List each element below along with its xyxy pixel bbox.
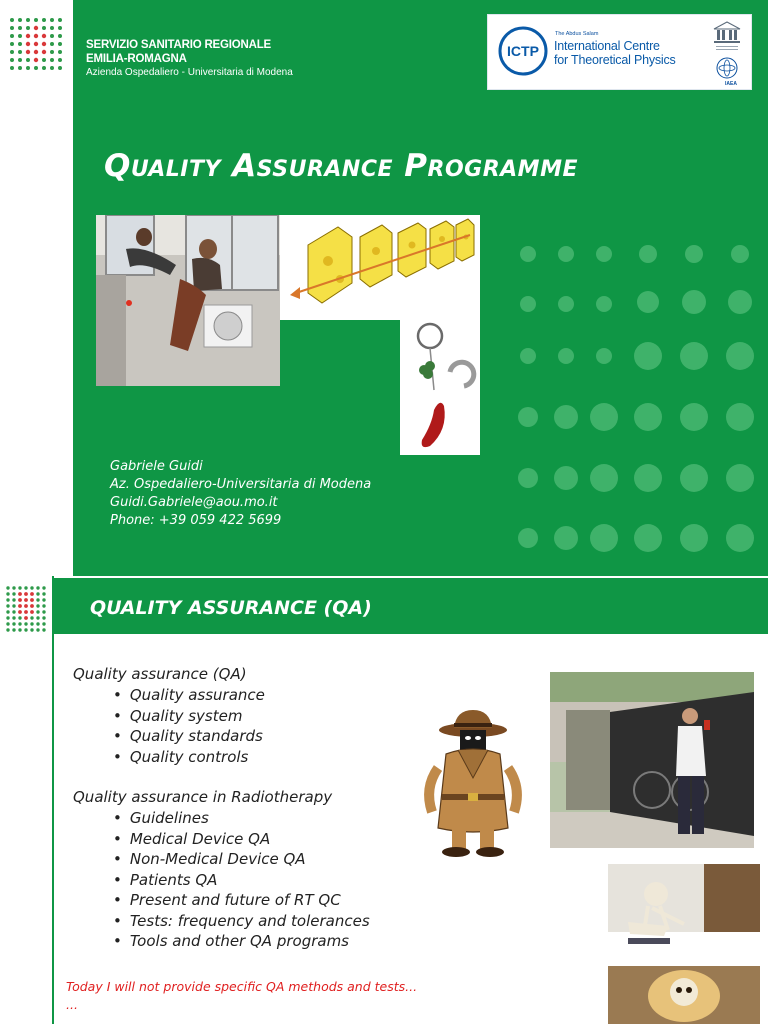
skeleton-fire-image: [608, 966, 760, 1024]
note-text: [66, 978, 417, 1014]
author-affiliation: Az. Ospedaliero-Universitaria di Modena: [110, 477, 372, 492]
ictp-logo: [498, 26, 548, 76]
list-item: • Quality controls: [113, 747, 370, 768]
org-line-2: EMILIA-ROMAGNA: [86, 53, 187, 65]
list-item: • Guidelines: [113, 808, 370, 829]
org-line-3: Azienda Ospedaliero - Universitaria di Modena: [86, 67, 293, 78]
section-heading-qa: Quality assurance (QA): [73, 665, 247, 683]
unesco-logo: [710, 19, 744, 53]
author-block: [110, 458, 371, 530]
author-email[interactable]: Guidi.Gabriele@aou.mo.it: [110, 495, 278, 510]
list-item: • Tools and other QA programs: [113, 931, 370, 952]
ictp-logo-box: [487, 14, 752, 90]
window-rescue-photo: [96, 215, 280, 386]
note-line-1: Today I will not provide specific QA methods and tests...: [66, 979, 418, 994]
spy-cartoon-image: [418, 708, 528, 860]
list-item: • Medical Device QA: [113, 829, 370, 850]
list-item: • Quality system: [113, 706, 370, 727]
list-item: • Non-Medical Device QA: [113, 849, 370, 870]
keychain-charm-photo: [400, 320, 480, 455]
list-item: • Quality standards: [113, 726, 370, 747]
organization-block: [86, 38, 293, 80]
list-item: • Patients QA: [113, 870, 370, 891]
list-item: • Present and future of RT QC: [113, 890, 370, 911]
qa-overview-slide: [0, 576, 768, 1024]
org-line-1: SERVIZIO SANITARIO REGIONALE: [86, 39, 272, 51]
ictp-acronym: ICTP: [507, 43, 539, 59]
note-line-2: ...: [66, 997, 78, 1012]
ictp-small-text: The Abdus Salam: [555, 31, 599, 37]
ictp-line-2: for Theoretical Physics: [554, 53, 676, 67]
man-at-wall-photo: [550, 672, 754, 848]
radiotherapy-list: [113, 808, 370, 952]
decorative-dot-grid: [510, 236, 760, 566]
qa-list: [113, 685, 370, 767]
ictp-line-1: International Centre: [554, 39, 660, 53]
ssr-logo-dots-small: [4, 584, 48, 640]
qa-content: [73, 664, 370, 952]
ssr-logo-dots: [8, 16, 64, 76]
section-heading-radiotherapy: Quality assurance in Radiotherapy: [73, 788, 333, 806]
swiss-cheese-model-image: [280, 215, 480, 320]
slide-title: Quality Assurance Programme: [104, 148, 578, 184]
author-phone: Phone: +39 059 422 5699: [110, 513, 282, 528]
slide-title: QUALITY ASSURANCE (QA): [90, 597, 372, 619]
author-name: Gabriele Guidi: [110, 459, 203, 474]
list-item: • Quality assurance: [113, 685, 370, 706]
iaea-text: IAEA: [725, 81, 737, 87]
skeleton-waiting-photo: [608, 864, 760, 960]
vertical-divider: [52, 576, 54, 1024]
list-item: • Tests: frequency and tolerances: [113, 911, 370, 932]
